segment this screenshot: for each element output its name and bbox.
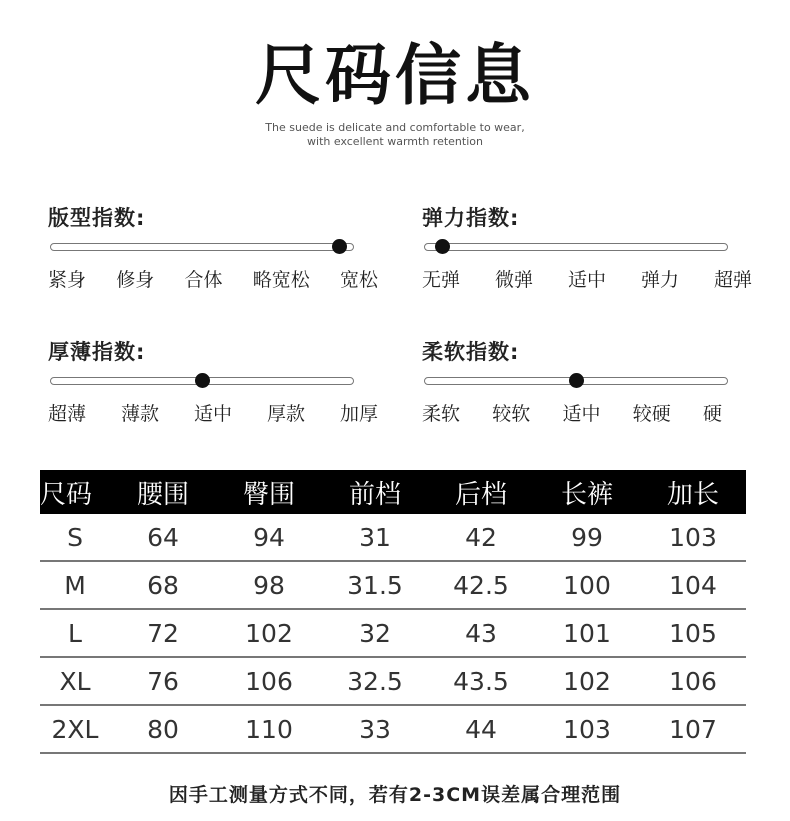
measurement-cell: 42.5: [453, 570, 509, 600]
measurement-cell: 32: [359, 618, 391, 648]
fit-index-options: [48, 265, 378, 292]
measurement-cell: 32.5: [347, 666, 403, 696]
softness-index: [422, 336, 752, 425]
header-pants-length: 长裤: [560, 479, 613, 510]
elasticity-index-track: [424, 243, 728, 251]
measurement-cell: 102: [245, 618, 293, 648]
fit-option: 合体: [184, 269, 223, 291]
header-front-rise: 前档: [348, 479, 401, 510]
fit-index-marker: [332, 239, 347, 254]
subtitle: [0, 121, 790, 149]
measurement-cell: 98: [253, 570, 285, 600]
measurement-cell: 105: [669, 618, 717, 648]
table-row: [40, 514, 746, 562]
softness-option: 柔软: [422, 403, 461, 425]
thickness-index: [48, 336, 378, 425]
subtitle-line-1: The suede is delicate and comfortable to wear,: [265, 121, 525, 134]
measurement-cell: 100: [563, 570, 611, 600]
fit-option: 宽松: [339, 269, 378, 291]
elasticity-option: 超弹: [713, 269, 752, 291]
table-row: [40, 562, 746, 610]
elasticity-index-options: [422, 265, 752, 292]
measurement-cell: 99: [571, 522, 603, 552]
softness-option: 硬: [702, 403, 722, 425]
measurement-cell: 106: [669, 666, 717, 696]
size-cell: M: [64, 570, 86, 600]
measurement-note: 因手工测量方式不同，若有2-3CM误差属合理范围: [168, 784, 622, 806]
measurement-cell: 102: [563, 666, 611, 696]
size-cell: L: [68, 618, 82, 648]
size-table-header: [40, 470, 746, 514]
measurement-cell: 80: [147, 714, 179, 744]
thickness-option: 超薄: [48, 403, 87, 425]
header-extended-length: 加长: [666, 479, 719, 510]
size-cell: 2XL: [51, 714, 99, 744]
measurement-cell: 68: [147, 570, 179, 600]
thickness-option: 厚款: [266, 403, 305, 425]
thickness-option: 薄款: [120, 403, 159, 425]
measurement-cell: 31.5: [347, 570, 403, 600]
measurement-cell: 106: [245, 666, 293, 696]
softness-index-options: [422, 399, 722, 426]
elasticity-option: 无弹: [422, 269, 461, 291]
thickness-option: 适中: [193, 403, 232, 425]
thickness-index-label: 厚薄指数:: [48, 340, 146, 364]
measurement-cell: 110: [245, 714, 293, 744]
softness-option: 较软: [492, 403, 531, 425]
elasticity-index: [422, 202, 752, 291]
measurement-cell: 42: [465, 522, 497, 552]
thickness-index-options: [48, 399, 378, 426]
measurement-cell: 103: [669, 522, 717, 552]
measurement-cell: 43: [465, 618, 497, 648]
elasticity-index-label: 弹力指数:: [422, 206, 520, 230]
softness-option: 适中: [562, 403, 601, 425]
softness-index-label: 柔软指数:: [422, 340, 520, 364]
subtitle-line-2: with excellent warmth retention: [307, 135, 483, 148]
size-table-body: [40, 514, 746, 754]
header-hip: 臀围: [242, 479, 295, 510]
measurement-cell: 76: [147, 666, 179, 696]
measurement-cell: 31: [359, 522, 391, 552]
measurement-cell: 44: [465, 714, 497, 744]
fit-index-label: 版型指数:: [48, 206, 146, 230]
fit-option: 略宽松: [252, 269, 310, 291]
header-waist: 腰围: [136, 479, 189, 510]
softness-index-marker: [569, 373, 584, 388]
size-table: [40, 470, 746, 754]
fit-option: 紧身: [48, 269, 87, 291]
measurement-cell: 33: [359, 714, 391, 744]
measurement-cell: 107: [669, 714, 717, 744]
table-row: [40, 610, 746, 658]
elasticity-option: 微弹: [494, 269, 533, 291]
measurement-cell: 101: [563, 618, 611, 648]
measurement-cell: 64: [147, 522, 179, 552]
size-cell: XL: [59, 666, 91, 696]
header-size: 尺码: [40, 479, 93, 510]
page-title: 尺码信息: [255, 37, 535, 114]
fit-index: [48, 202, 378, 291]
measurement-cell: 43.5: [453, 666, 509, 696]
measurement-cell: 94: [253, 522, 285, 552]
measurement-cell: 103: [563, 714, 611, 744]
fit-option: 修身: [116, 269, 155, 291]
size-cell: S: [67, 522, 83, 552]
header-back-rise: 后档: [454, 479, 507, 510]
elasticity-option: 适中: [567, 269, 606, 291]
thickness-index-marker: [195, 373, 210, 388]
measurement-cell: 104: [669, 570, 717, 600]
thickness-option: 加厚: [339, 403, 378, 425]
elasticity-option: 弹力: [640, 269, 679, 291]
measurement-cell: 72: [147, 618, 179, 648]
table-row: [40, 706, 746, 754]
elasticity-index-marker: [435, 239, 450, 254]
fit-index-track: [50, 243, 354, 251]
softness-option: 较硬: [632, 403, 671, 425]
table-row: [40, 658, 746, 706]
